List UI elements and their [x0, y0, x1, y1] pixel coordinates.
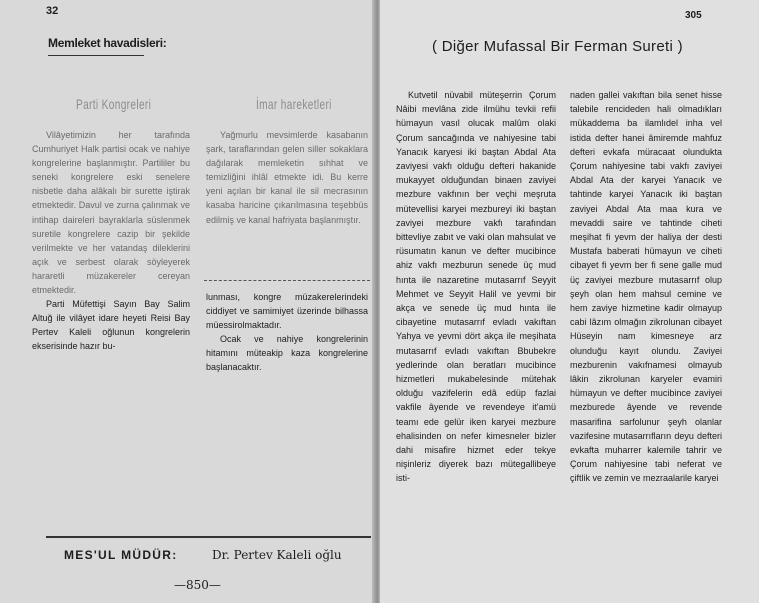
paragraph: Vilâyetimizin her tarafında Cumhuriyet Halk partisi ocak ve nahiye kongrelerine başlanmıştır. Partililer bu seneki kongrelere eski senelere nisbetle daha alâkalı bir surette iştirak etmektedir. Davul ve zurna çalınmak ve intihap daireleri bayraklarla süslenmek suretile kongrelere cazip bir şekilde verilmekte ve her vatandaş dileklerini açık ve serbest olarak söyleyerek hararetli müzakereler cereyan etmektedir.	[32, 130, 190, 296]
page-number: 32	[46, 5, 59, 17]
column-heading-development: İmar hareketleri	[256, 96, 332, 112]
paragraph: Parti Müfettişi Sayın Bay Salim Altuğ ile vilâyet idare heyeti Reisi Bay Pertev Kaleli oğlunun kongrelerin ekserisinde hazır bu-	[32, 299, 190, 352]
paragraph: naden gallei vakıftan bila senet hisse talebile rencideden hali olmadıkları mükaddema ba ilamlıdel inha vel istida defter hanei âmiremde mahfuz defteri evkafa müracaat olundukta Çorum nahiyesine tabi vakfı zaviyei Abdal Ata der karyei Yanacık ve tahtinde karyei Yanacık iki baştan zaviyei Abdal Ata maa kura ve mevaddi saire ve tahtinde ciheti meşihat fi yevm der haliya der desti Mustafa baberati hümayun ve ciheti cibayet fi yevm ber fi sene galle mud üç zaviyei mezbure mutasarrıf olup şeyh olan hem mahsul cemine ve hem zaviye hizmetine kadir olmayup cabi lâzım olmağın zikrolunan cibayet Hüseyin nam kimesneye arz olunduğu kayıt olundu. Zaviyei mezburenin vakıfnamesi olmayub lâkin zikrolunan karyeler evamiri hümayun ve defter mucibince zaviyei mezburede âyende ve revende masarifina sarfolunur şeyh olanlar vazifesine mutasarrıfların deyu defteri evkafta muharrer kalemile tahrir ve Çorum nahiyesine tabi neferat ve çiftlik ve zemin ve mezraalarile karyei	[570, 90, 722, 484]
section-title: Memleket havadisleri:	[48, 36, 167, 50]
footer-rule	[46, 536, 371, 538]
editor-label: MES'UL MÜDÜR:	[64, 548, 178, 562]
ferman-column-1	[396, 88, 556, 486]
column-heading-party-congresses: Parti Kongreleri	[76, 96, 152, 112]
editor-name: Dr. Pertev Kaleli oğlu	[212, 548, 342, 562]
article-party-congresses	[32, 128, 190, 354]
ferman-title: ( Diğer Mufassal Bir Ferman Sureti )	[432, 38, 683, 55]
paragraph: lunması, kongre müzakerelerindeki ciddiyet ve samimiyet üzerinde bilhassa müessirolmaktadır.	[206, 292, 368, 331]
left-page	[0, 0, 378, 603]
section-underline	[48, 55, 144, 56]
issue-number: —850—	[174, 578, 221, 592]
article-development	[206, 128, 368, 227]
ferman-column-2	[570, 88, 722, 486]
page-number: 305	[685, 10, 702, 21]
paragraph: Yağmurlu mevsimlerde kasabanın şark, taraflarından gelen siller sokaklara dağılarak memleketin sıhhat ve temizliğini ihlâl etmekte idi. Bu kerre yeni açılan bir kanal ile sil mecrasının kasaba haricine çıkarılmasına teşebbüs edilmiş ve kanal hafriyata başlanmıştır.	[206, 130, 368, 225]
paragraph: Ocak ve nahiye kongrelerinin hitamını müteakip kaza kongrelerine başlanacaktır.	[206, 334, 368, 373]
column-divider	[204, 280, 370, 281]
article-continuation	[206, 290, 368, 375]
paragraph: Kutvetil nüvabil müteşerrin Çorum Nâibi mevlâna zide ilmühu tevkii refii hümayun vasıl olucak malûm olaki Çorum sancağında ve nahiyesine tabi Yanacık karyesi iki baştan Abdal Ata zaviyesi vakfı olduğu defteri hakanide mukayyet olduğundan binaen zaviyei mezbure vakfının ber veçhi meşruta mütevellisi karyei mezbureyi iki baştan zaviyei mezbure vakfı tarafından bittevliye zabıt ve vaki olan mahsulat ve rüsumatın kanun ve defter mucibince ahiz vakfı mezburun senede üç mud hınta ile nazaretine mutasarrıf Seyyit Mehmet ve Seyyit Halil ve yevmi bir akça ve senede üç mud hınta ile cibayetine mutasarrıf evladı vakıftan Yahya ve yevmi dört akça ile meşihata mutasarrıf evladı vakıftan Bbubekre yedlerinde olan beratları mucibince hizmetleri mukabelesinde mütehak olduğu vazifelerin edâ edüp fazlai vakfile âyende ve revendeye it'amü teamı ede gelür iken karyei mezbure ehalisinden on nefer kimesneler bizler dahi misafire hizmet eder tekye nişinleriz diyerek bazı mütegallibeye isti-	[396, 90, 556, 484]
